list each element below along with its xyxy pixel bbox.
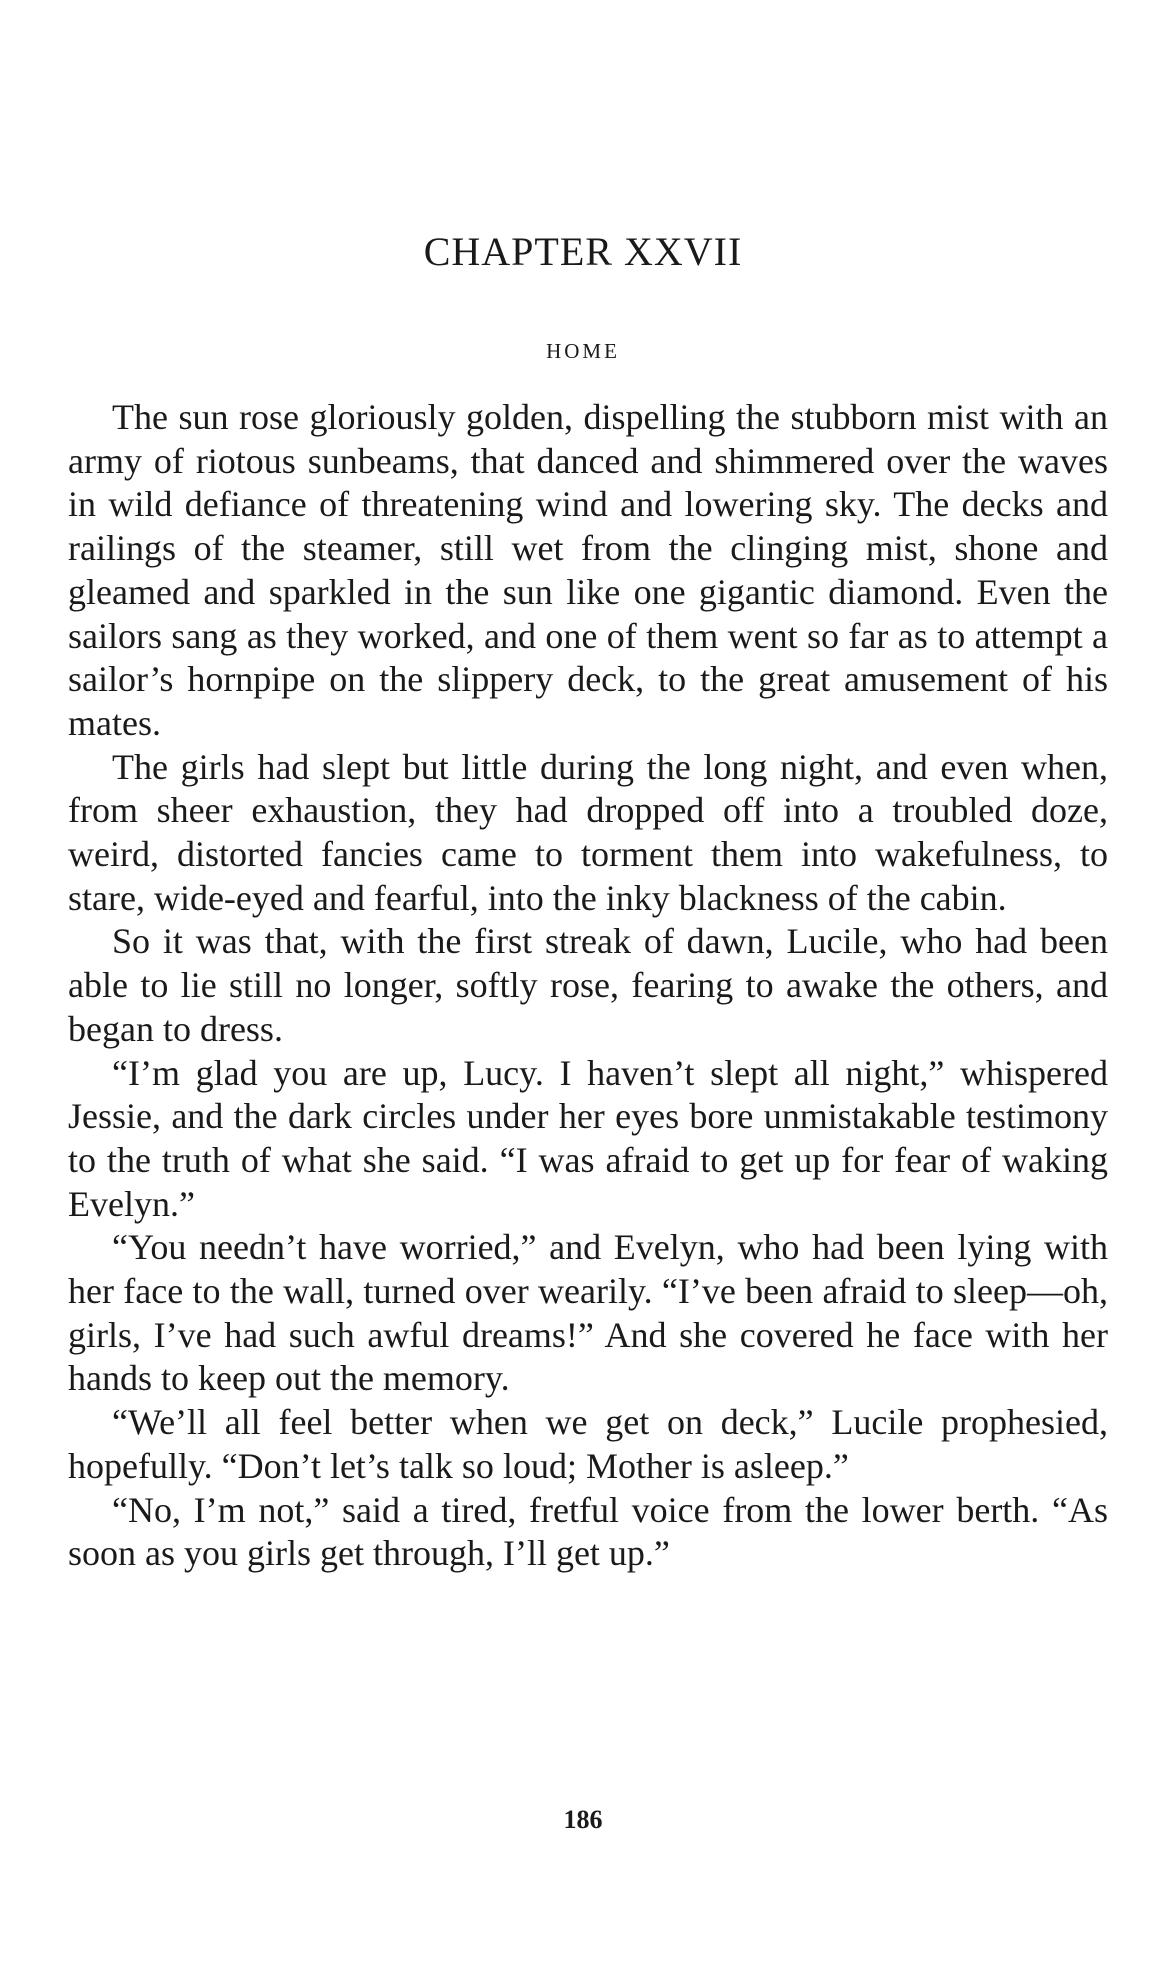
paragraph: “No, I’m not,” said a tired, fretful voice from the lower berth. “As soon as you girls get through, I’ll get up.”: [68, 1489, 1108, 1574]
chapter-body: [68, 396, 1108, 1576]
chapter-title: CHAPTER XXVII: [423, 229, 743, 274]
paragraph: “I’m glad you are up, Lucy. I haven’t slept all night,” whispered Jessie, and the dark circles under her eyes bore unmistakable testimony to the truth of what she said. “I was afraid to get up for fear of waking Evelyn.”: [68, 1052, 1108, 1224]
paragraph: The sun rose gloriously golden, dispelling the stubborn mist with an army of riotous sunbeams, that danced and shimmered over the waves in wild defiance of threatening wind and lowering sky. The decks and railings of the steamer, still wet from the clinging mist, shone and gleamed and sparkled in the sun like one gigantic diamond. Even the sailors sang as they worked, and one of them went so far as to attempt a sailor’s hornpipe on the slippery deck, to the great amusement of his mates.: [68, 397, 1108, 743]
paragraph: “You needn’t have worried,” and Evelyn, who had been lying with her face to the wall, turned over wearily. “I’ve been afraid to sleep—oh, girls, I’ve had such awful dreams!” And she covered he face with her hands to keep out the memory.: [68, 1227, 1108, 1399]
paragraph: So it was that, with the first streak of dawn, Lucile, who had been able to lie still no longer, softly rose, fearing to awake the others, and began to dress.: [68, 921, 1108, 1049]
chapter-subtitle: HOME: [546, 339, 620, 363]
paragraph: “We’ll all feel better when we get on deck,” Lucile prophesied, hopefully. “Don’t let’s talk so loud; Mother is asleep.”: [68, 1402, 1108, 1486]
page-number: 186: [563, 1805, 603, 1834]
paragraph: The girls had slept but little during the long night, and even when, from sheer exhaustion, they had dropped off into a troubled doze, weird, distorted fancies came to torment them into wakefulness, to stare, wide-eyed and fearful, into the inky blackness of the cabin.: [68, 746, 1108, 918]
